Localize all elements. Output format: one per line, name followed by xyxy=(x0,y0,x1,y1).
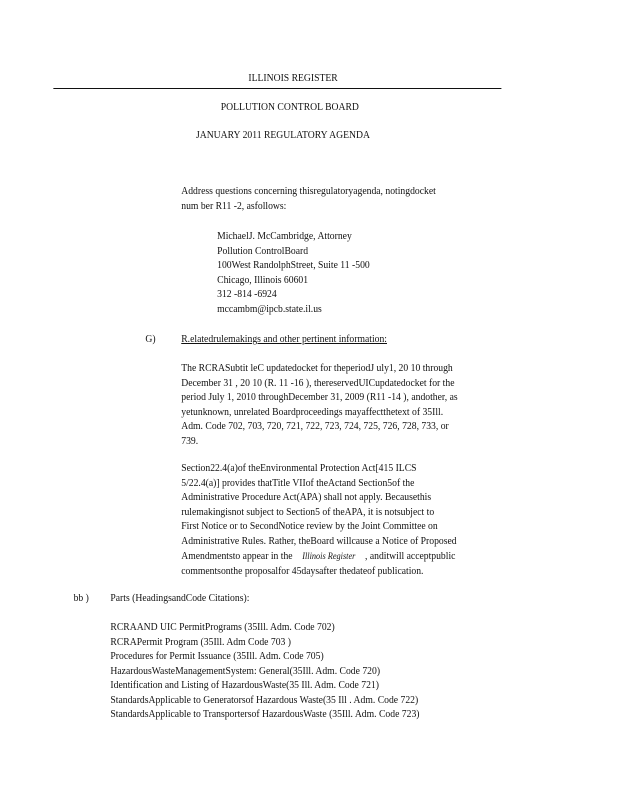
header-board: POLLUTION CONTROL BOARD xyxy=(220,102,359,113)
related-rulemakings-paragraph xyxy=(181,362,457,449)
address-intro-line-1: Address questions concerning thisregulatoryagenda, notingdocket xyxy=(181,186,436,197)
paragraph-line: commentsonthe proposalfor 45daysafter thedateof publication. xyxy=(181,565,424,577)
paragraph-text: , anditwill acceptpublic xyxy=(365,551,456,562)
contact-line: 312 -814 -6924 xyxy=(217,289,277,300)
paragraph-text: Amendmentsto appear in the xyxy=(181,551,293,562)
part-citation: Procedures for Permit Issuance (35Ill. Adm. Code 705) xyxy=(110,651,324,662)
contact-email: mccambm@ipcb.state.il.us xyxy=(217,303,322,315)
paragraph-line: The RCRASubtit leC updatedocket for theperiodJ uly1, 20 10 through xyxy=(181,363,453,374)
section-g-heading: R.elatedrulemakings and other pertinent information: xyxy=(181,334,388,345)
section-bb-label: bb ) xyxy=(73,593,89,604)
paragraph-line: Section22.4(a)of theEnvironmental Protection Act[415 ILCS xyxy=(181,463,417,474)
contact-line: Pollution ControlBoard xyxy=(217,245,309,257)
paragraph-line: period July 1, 2010 throughDecember 31, 2009 (R11 -14 ), andother, as xyxy=(181,392,458,403)
contact-line: Chicago, Illinois 60601 xyxy=(217,274,309,286)
section-g-label: G) xyxy=(145,334,156,345)
part-citation: StandardsApplicable to Transportersof HazardousWaste (35Ill. Adm. Code 723) xyxy=(110,709,420,720)
contact-line: 100West RandolphStreet, Suite 11 -500 xyxy=(217,260,370,271)
paragraph-line xyxy=(181,549,456,565)
part-citation: HazardousWasteManagementSystem: General(35Ill. Adm. Code 720) xyxy=(110,665,381,677)
paragraph-line: Adm. Code 702, 703, 720, 721, 722, 723, 724, 725, 726, 728, 733, or xyxy=(181,421,449,432)
part-citation: StandardsApplicable to Generatorsof Hazardous Waste(35 Ill . Adm. Code 722) xyxy=(110,694,419,706)
header-rule xyxy=(53,88,501,89)
header-agenda: JANUARY 2011 REGULATORY AGENDA xyxy=(195,130,370,141)
contact-block xyxy=(217,230,370,317)
paragraph-line: Administrative Procedure Act(APA) shall not apply. Becausethis xyxy=(181,492,432,503)
section-bb-heading: Parts (HeadingsandCode Citations): xyxy=(110,593,250,604)
part-citation: Identification and Listing of HazardousWaste(35 Ill. Adm. Code 721) xyxy=(110,680,379,691)
paragraph-line: 5/22.4(a)] provides thatTitle VIIof theActand Section5of the xyxy=(181,477,415,489)
contact-line: MichaelJ. McCambridge, Attorney xyxy=(217,231,352,242)
parts-list xyxy=(110,621,419,723)
paragraph-line: 739. xyxy=(181,435,199,447)
paragraph-line: Administrative Rules. Rather, theBoard willcause a Notice of Proposed xyxy=(181,535,457,547)
part-citation: RCRAAND UIC PermitPrograms (35Ill. Adm. Code 702) xyxy=(110,622,335,633)
section-22-4-paragraph xyxy=(181,462,456,579)
illinois-register-title: Illinois Register xyxy=(302,551,356,561)
paragraph-line: First Notice or to SecondNotice review by the Joint Committee on xyxy=(181,521,438,532)
paragraph-line: December 31 , 20 10 (R. 11 -16 ), thereservedUICupdatedocket for the xyxy=(181,377,455,389)
header-register: ILLINOIS REGISTER xyxy=(248,73,338,84)
address-intro-line-2: num ber R11 -2, asfollows: xyxy=(181,201,287,212)
part-citation: RCRAPermit Program (35Ill. Adm Code 703 ) xyxy=(110,636,291,648)
paragraph-line: yetunknown, unrelated Boardproceedings mayaffectthetext of 35Ill. xyxy=(181,406,444,418)
paragraph-line: rulemakingisnot subject to Section5 of theAPA, it is notsubject to xyxy=(181,506,435,518)
